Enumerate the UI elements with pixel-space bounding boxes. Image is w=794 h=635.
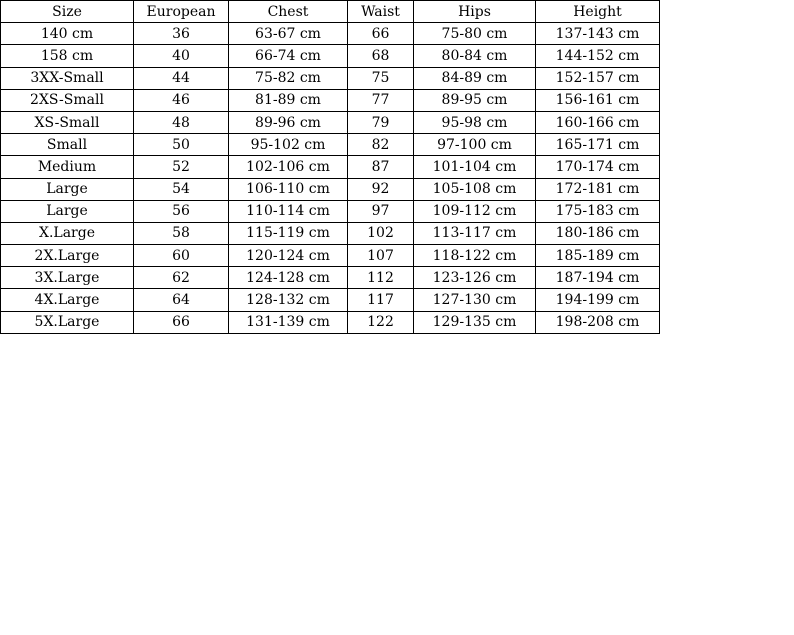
cell-chest: 81-89 cm [229,89,348,111]
cell-chest: 95-102 cm [229,134,348,156]
cell-height: 137-143 cm [536,23,660,45]
table-body [1,23,660,334]
cell-hips: 109-112 cm [414,200,536,222]
cell-hips: 97-100 cm [414,134,536,156]
table-row [1,67,660,89]
cell-waist: 92 [348,178,414,200]
cell-waist: 117 [348,289,414,311]
cell-height: 198-208 cm [536,311,660,333]
cell-chest: 63-67 cm [229,23,348,45]
header-hips: Hips [414,1,536,23]
cell-height: 165-171 cm [536,134,660,156]
cell-hips: 105-108 cm [414,178,536,200]
header-european: European [134,1,229,23]
table-row [1,289,660,311]
table-row [1,134,660,156]
cell-european: 66 [134,311,229,333]
cell-european: 46 [134,89,229,111]
cell-height: 194-199 cm [536,289,660,311]
cell-size: Large [1,178,134,200]
cell-hips: 101-104 cm [414,156,536,178]
cell-size: 3XX-Small [1,67,134,89]
cell-chest: 128-132 cm [229,289,348,311]
cell-hips: 95-98 cm [414,111,536,133]
table-row [1,23,660,45]
cell-height: 144-152 cm [536,45,660,67]
cell-waist: 77 [348,89,414,111]
cell-waist: 75 [348,67,414,89]
cell-hips: 129-135 cm [414,311,536,333]
cell-european: 48 [134,111,229,133]
cell-height: 170-174 cm [536,156,660,178]
cell-size: 3X.Large [1,267,134,289]
cell-chest: 115-119 cm [229,222,348,244]
cell-size: X.Large [1,222,134,244]
table-row [1,156,660,178]
table-row [1,111,660,133]
cell-size: Large [1,200,134,222]
table-row [1,311,660,333]
cell-european: 52 [134,156,229,178]
cell-size: 2XS-Small [1,89,134,111]
cell-height: 152-157 cm [536,67,660,89]
cell-chest: 102-106 cm [229,156,348,178]
cell-hips: 113-117 cm [414,222,536,244]
cell-hips: 84-89 cm [414,67,536,89]
cell-european: 36 [134,23,229,45]
cell-chest: 106-110 cm [229,178,348,200]
cell-waist: 112 [348,267,414,289]
cell-european: 62 [134,267,229,289]
cell-height: 160-166 cm [536,111,660,133]
cell-european: 60 [134,245,229,267]
header-row [1,1,660,23]
header-size: Size [1,1,134,23]
cell-chest: 89-96 cm [229,111,348,133]
cell-hips: 89-95 cm [414,89,536,111]
size-chart-table [0,0,660,334]
cell-size: 4X.Large [1,289,134,311]
table-row [1,222,660,244]
header-chest: Chest [229,1,348,23]
cell-waist: 66 [348,23,414,45]
cell-height: 172-181 cm [536,178,660,200]
cell-waist: 97 [348,200,414,222]
cell-height: 180-186 cm [536,222,660,244]
cell-waist: 107 [348,245,414,267]
cell-chest: 120-124 cm [229,245,348,267]
cell-waist: 82 [348,134,414,156]
cell-size: 2X.Large [1,245,134,267]
cell-waist: 122 [348,311,414,333]
cell-waist: 87 [348,156,414,178]
cell-chest: 110-114 cm [229,200,348,222]
cell-waist: 79 [348,111,414,133]
cell-hips: 123-126 cm [414,267,536,289]
cell-size: Small [1,134,134,156]
cell-hips: 75-80 cm [414,23,536,45]
header-waist: Waist [348,1,414,23]
cell-european: 44 [134,67,229,89]
cell-hips: 127-130 cm [414,289,536,311]
cell-hips: 118-122 cm [414,245,536,267]
header-height: Height [536,1,660,23]
table-row [1,200,660,222]
cell-european: 54 [134,178,229,200]
cell-european: 56 [134,200,229,222]
cell-chest: 75-82 cm [229,67,348,89]
cell-chest: 124-128 cm [229,267,348,289]
cell-waist: 102 [348,222,414,244]
cell-size: 140 cm [1,23,134,45]
cell-european: 64 [134,289,229,311]
cell-height: 187-194 cm [536,267,660,289]
cell-european: 40 [134,45,229,67]
cell-size: 158 cm [1,45,134,67]
cell-height: 185-189 cm [536,245,660,267]
cell-size: Medium [1,156,134,178]
table-row [1,267,660,289]
cell-size: 5X.Large [1,311,134,333]
cell-height: 156-161 cm [536,89,660,111]
cell-height: 175-183 cm [536,200,660,222]
cell-waist: 68 [348,45,414,67]
table-row [1,45,660,67]
table-row [1,245,660,267]
cell-chest: 66-74 cm [229,45,348,67]
table-row [1,178,660,200]
cell-chest: 131-139 cm [229,311,348,333]
cell-hips: 80-84 cm [414,45,536,67]
cell-size: XS-Small [1,111,134,133]
table-row [1,89,660,111]
cell-european: 58 [134,222,229,244]
cell-european: 50 [134,134,229,156]
